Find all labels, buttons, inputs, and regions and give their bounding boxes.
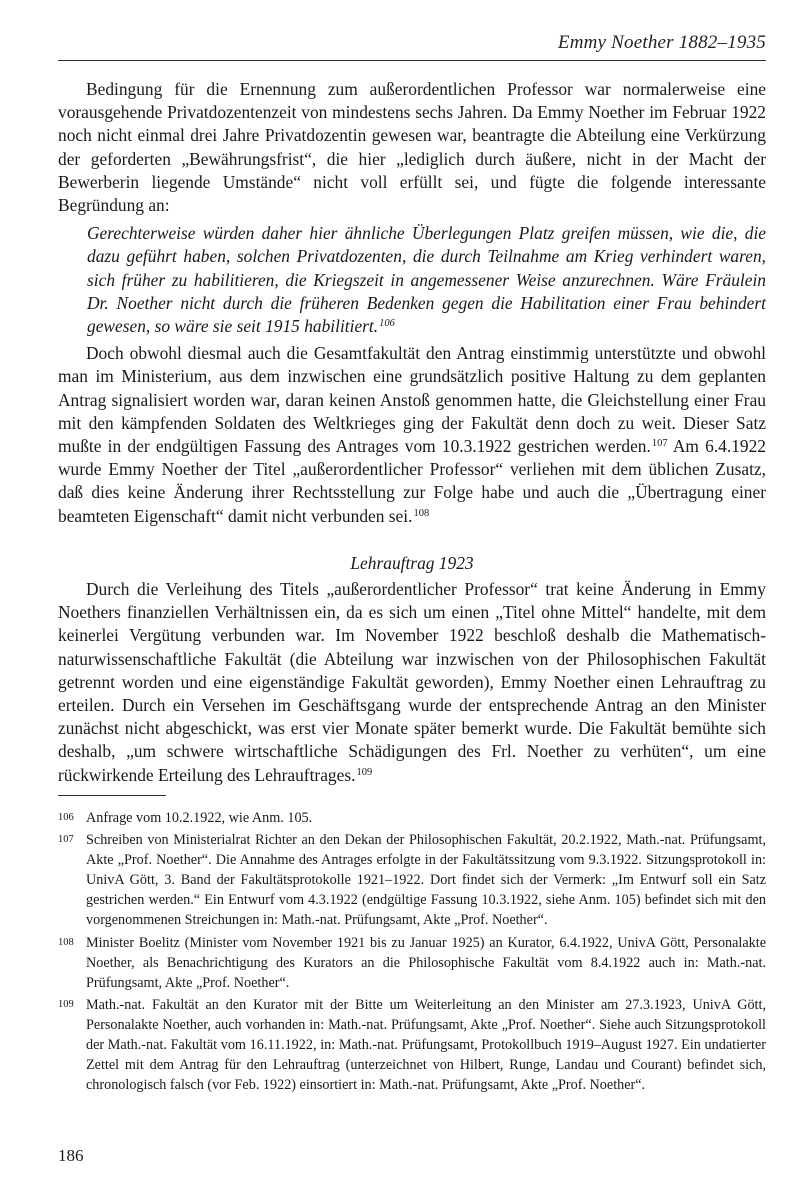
footnote-106 <box>58 808 766 828</box>
footnote-number: 109 <box>58 998 74 1010</box>
footnote-number: 108 <box>58 936 74 948</box>
quote-text: Gerechterweise würden daher hier ähnliche Überlegungen Platz greifen müssen, wie die, die dazu geführt haben, solchen Privatdozenten, die durch Teilnahme am Krieg verhindert waren, sich früher zu habilitieren, die Kriegszeit in angemessener Weise anzurechnen. Wäre Fräulein Dr. Noether nicht durch die früheren Bedenken gegen die Habilitation einer Frau behindert gewesen, so wäre sie seit 1915 habilitiert. <box>87 223 766 337</box>
footnote-number: 107 <box>58 834 74 846</box>
footnote-text: Math.-nat. Fakultät an den Kurator mit der Bitte um Weiterleitung an den Minister am 27.3.1923, UnivA Gött, Personalakte Noether, auch vorhanden in: Math.-nat. Prüfungsamt, Akte „Prof. Noether“. Siehe auch Sitzungsprotokoll der Math.-nat. Fakultät vom 16.11.1922, in: Math.-nat. Prüfungsamt, Protokollbuch 1919–August 1927. Ein undatierter Zettel mit dem Antrag für den Lehrauftrag (unterzeichnet von Hilbert, Runge, Landau und Courant) befindet sich, chronologisch falsch (vor Feb. 1922) einsortiert in: Math.-nat. Prüfungsamt, Akte „Prof. Noether“. <box>86 996 766 1094</box>
footnote-ref-109[interactable]: 109 <box>356 766 373 778</box>
paragraph-3 <box>58 578 766 787</box>
paragraph-2-part-1: Doch obwohl diesmal auch die Gesamtfakultät den Antrag einstimmig unterstützte und obwohl man im Ministerium, aus dem inzwischen eine grundsätzlich positive Haltung zu dem geplanten Antrag signalisiert worden war, daran keinen Anstoß genommen hatte, die Gleichstellung einer Frau mit den kämpfenden Soldaten des Weltkrieges ging der Fakultät denn doch zu weit. Dieser Satz mußte in der endgültigen Fassung des Antrages vom 10.3.1922 gestrichen werden. <box>58 343 766 457</box>
page-number: 186 <box>58 1146 84 1165</box>
footnote-text: Minister Boelitz (Minister vom November 1921 bis zu Januar 1925) an Kurator, 6.4.1922, UnivA Gött, Personalakte Noether, als Benachrichtigung des Kurators an die Philosophische Fakultät vom 8.4.1922 auch in: Math.-nat. Prüfungsamt, Akte „Prof. Noether“. <box>86 934 766 991</box>
main-text <box>58 78 766 787</box>
section-heading: Lehrauftrag 1923 <box>350 552 474 573</box>
paragraph-1: Bedingung für die Ernennung zum außerordentlichen Professor war normalerweise eine vorausgehende Privatdozentenzeit von mindestens sechs Jahren. Da Emmy Noether im Februar 1922 noch nicht einmal drei Jahre Privatdozentin gewesen war, beantragte die Abteilung eine Verkürzung der geforderten „Bewährungsfrist“, die hier „lediglich durch äußere, nicht in der Macht der Bewerberin liegende Umstände“ nicht voll erfüllt sei, und fügte die folgende interessante Begründung an: <box>58 79 766 216</box>
footnote-separator <box>58 795 166 796</box>
paragraph-2 <box>58 342 766 528</box>
paragraph-3-text: Durch die Verleihung des Titels „außerordentlicher Professor“ trat keine Änderung in Emmy Noethers finanziellen Verhältnissen ein, da es sich um einen „Titel ohne Mittel“ handelte, mit dem keinerlei Vergütung verbunden war. Im November 1922 beschloß deshalb die Mathematisch-naturwissenschaftliche Fakultät (die Abteilung war inzwischen von der Philosophischen Fakultät getrennt worden und eine eigenständige Fakultät geworden), Emmy Noether einen Lehrauftrag zu erteilen. Durch ein Versehen im Geschäftsgang wurde der entsprechende Antrag an den Minister zunächst nicht abgeschickt, was erst vier Monate später bemerkt wurde. Die Fakultät bemühte sich deshalb, „um schwere wirtschaftliche Schädigungen des Frl. Noether zu verhüten“, um eine rückwirkende Erteilung des Lehrauftrages. <box>58 579 766 785</box>
paragraph-2-part-2: Am 6.4.1922 wurde Emmy Noether der Titel „außerordentlicher Professor“ verliehen mit dem üblichen Zusatz, daß dies keine Änderung ihrer Rechtsstellung zur Folge habe und auch die „Übertragung einer beamteten Eigenschaft“ damit nicht verbunden sei. <box>58 436 766 526</box>
footnote-ref-108[interactable]: 108 <box>413 507 430 519</box>
footnote-text: Anfrage vom 10.2.1922, wie Anm. 105. <box>86 810 313 826</box>
footnote-108 <box>58 933 766 993</box>
running-head: Emmy Noether 1882–1935 <box>557 32 766 53</box>
footnote-ref-106[interactable]: 106 <box>379 318 395 330</box>
footnote-text: Schreiben von Ministerialrat Richter an den Dekan der Philosophischen Fakultät, 20.2.1922, Math.-nat. Prüfungsamt, Akte „Prof. Noether“. Die Annahme des Antrages erfolgte in der Fakultätssitzung vom 9.3.1922. Sitzungsprotokoll in: UnivA Gött, 3. Band der Fakultätsprotokolle 1921–1922. Dort findet sich der Vermerk: „Im Entwurf soll ein Satz gestrichen werden.“ Ein Entwurf vom 4.3.1922 (endgültige Fassung 10.3.1922, siehe Anm. 105) befindet sich mit den vorgenommenen Streichungen in: Math.-nat. Prüfungsamt, Akte „Prof. Noether“. <box>86 832 766 929</box>
footnote-ref-107[interactable]: 107 <box>651 438 668 450</box>
book-page <box>58 0 766 1198</box>
footnote-109 <box>58 995 766 1095</box>
footnote-107 <box>58 830 766 930</box>
header-rule <box>58 60 766 61</box>
footnote-number: 106 <box>58 812 74 823</box>
footnotes <box>58 808 766 1097</box>
block-quote <box>87 222 766 338</box>
